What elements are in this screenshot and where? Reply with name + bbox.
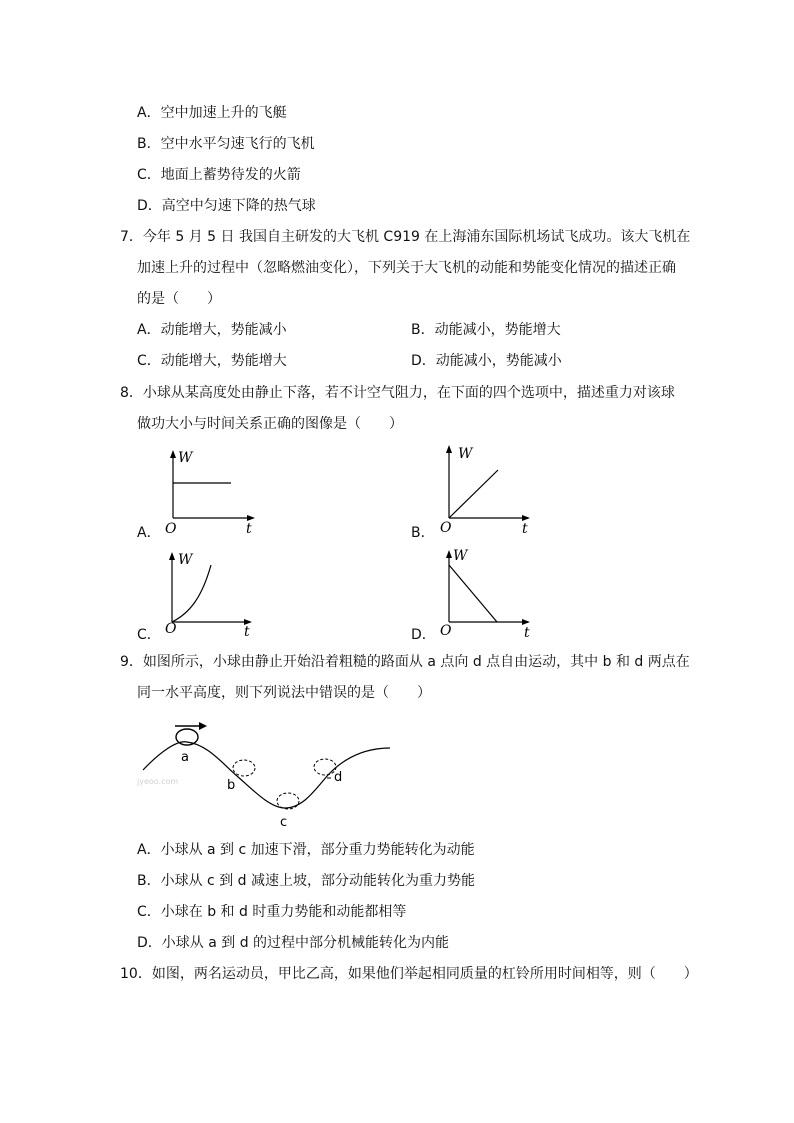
q8-graph-c-curve [172, 565, 211, 622]
q8-graph-c-xlabel: t [244, 624, 250, 640]
q8-graph-d [432, 545, 542, 640]
q8-graph-a-ylabel: W [178, 450, 193, 466]
q8-graph-d-letter: D． [411, 627, 436, 643]
q6-option-a: A．空中加速上升的飞艇 [137, 105, 287, 121]
q7-option-c: C．动能增大，势能增大 [137, 353, 287, 369]
q7-option-d: D．动能减小，势能减小 [411, 353, 562, 369]
q8-graph-d-ylabel: W [453, 548, 468, 564]
q7-stem-line-3: 的是（ ） [137, 291, 221, 307]
q8-graph-d-origin: O [440, 623, 452, 639]
ball-at-c [277, 793, 299, 809]
q8-graph-b-curve [449, 470, 498, 518]
q7-stem-line-2: 加速上升的过程中（忽略燃油变化），下列关于大飞机的动能和势能变化情况的描述正确 [137, 260, 676, 276]
q6-option-d: D．高空中匀速下降的热气球 [137, 198, 316, 214]
q10-stem-line-1: 10．如图，两名运动员，甲比乙高，如果他们举起相同质量的杠铃所用时间相等，则（ ） [120, 966, 698, 982]
q8-graph-b [432, 440, 542, 540]
label-d: d [334, 770, 343, 785]
q9-option-a: A．小球从 a 到 c 加速下滑，部分重力势能转化为动能 [137, 842, 475, 858]
q6-option-c: C．地面上蓄势待发的火箭 [137, 167, 301, 183]
q8-graph-b-xlabel: t [522, 521, 528, 537]
q8-stem-line-2: 做功大小与时间关系正确的图像是（ ） [137, 416, 403, 432]
q8-graph-b-letter: B． [411, 525, 435, 541]
q9-stem-line-1: 9．如图所示，小球由静止开始沿着粗糙的路面从 a 点向 d 点自由运动，其中 b 和 d 两点在 [120, 654, 690, 670]
q8-graph-b-ylabel: W [458, 446, 473, 462]
q9-stem-line-2: 同一水平高度，则下列说法中错误的是（ ） [137, 685, 431, 701]
label-c: c [280, 815, 288, 830]
q7-stem-line-1: 7．今年 5 月 5 日 我国自主研发的大飞机 C919 在上海浦东国际机场试飞成功。该大飞机在 [120, 229, 691, 245]
q8-graph-c-letter: C． [137, 627, 161, 643]
q7-option-b: B．动能减小，势能增大 [411, 322, 561, 338]
q8-graph-a-origin: O [165, 521, 177, 537]
q7-option-a: A．动能增大，势能减小 [137, 322, 287, 338]
q8-graph-b-origin: O [440, 520, 452, 536]
ball-at-d [314, 759, 336, 775]
q9-option-b: B．小球从 c 到 d 减速上坡，部分动能转化为重力势能 [137, 873, 475, 889]
q8-graph-a [155, 445, 265, 540]
q6-option-b: B．空中水平匀速飞行的飞机 [137, 136, 315, 152]
q8-graph-c-origin: O [165, 621, 177, 637]
ball-at-b [233, 760, 255, 776]
q9-option-c: C．小球在 b 和 d 时重力势能和动能都相等 [137, 904, 407, 920]
label-a: a [181, 750, 189, 765]
q8-graph-d-xlabel: t [524, 625, 530, 640]
q8-graph-c [158, 545, 268, 640]
q8-graph-a-xlabel: t [246, 521, 252, 537]
q9-option-d: D．小球从 a 到 d 的过程中部分机械能转化为内能 [137, 935, 450, 951]
watermark: jyeoo.com [137, 777, 179, 786]
q8-stem-line-1: 8．小球从某高度处由静止下落，若不计空气阻力，在下面的四个选项中，描述重力对该球 [120, 385, 675, 401]
q8-graph-d-curve [449, 565, 497, 622]
q8-graph-c-ylabel: W [178, 552, 193, 568]
label-b: b [227, 778, 236, 793]
q9-track-figure [135, 712, 405, 830]
q8-graph-a-letter: A． [137, 525, 161, 541]
